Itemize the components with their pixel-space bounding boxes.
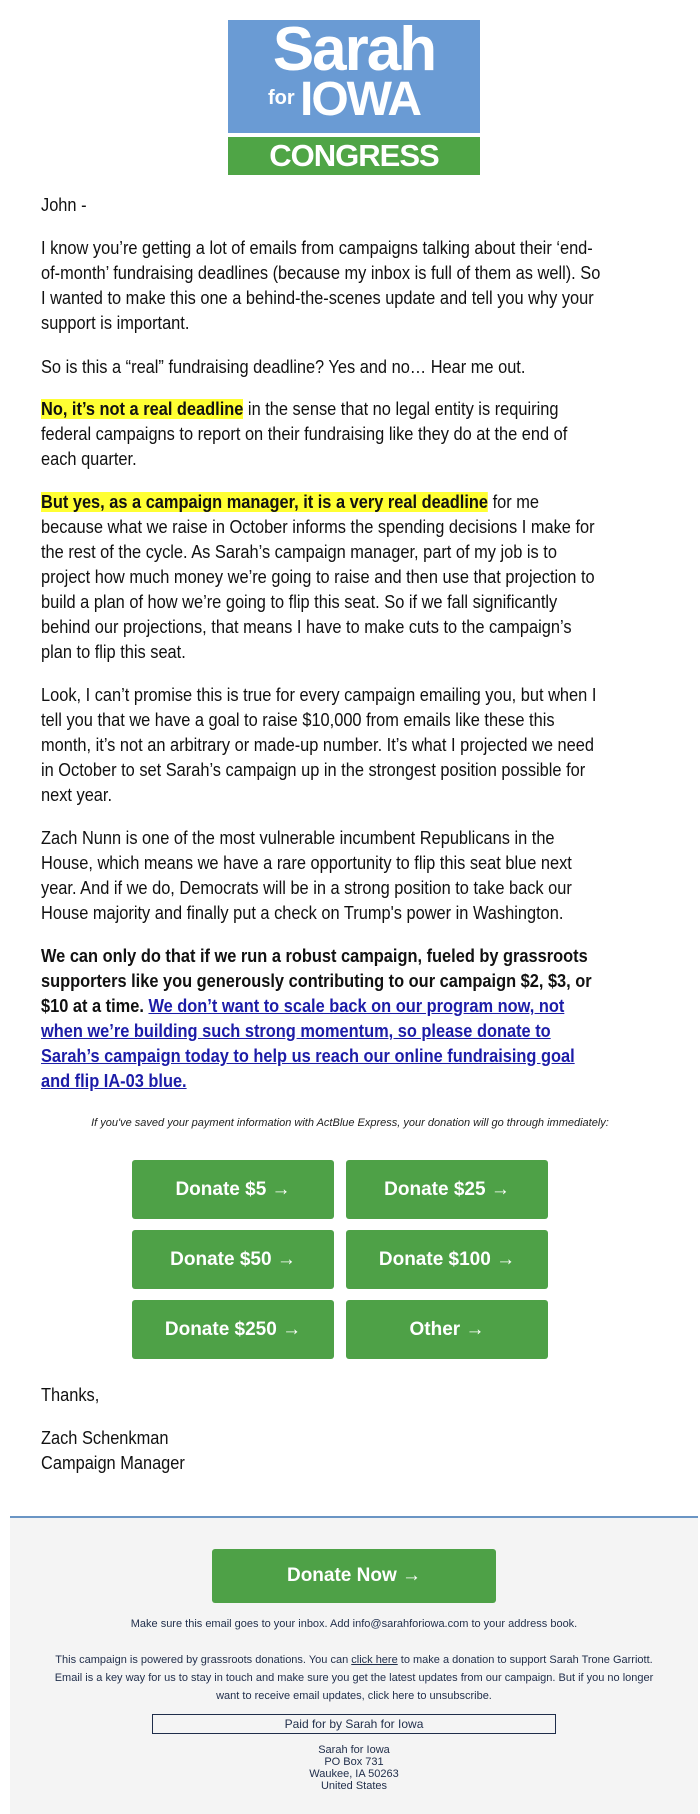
- logo-blue-panel: [228, 15, 480, 133]
- email-line: Email is a key way for us to stay in touch and make sure you get the latest updates from our campaign. But if you no longer: [54, 1672, 654, 1684]
- paragraph-7: [41, 944, 592, 1094]
- text-line: I know you’re getting a lot of emails from campaigns talking about their ‘end-: [41, 238, 593, 258]
- text-line: project how much money we’re going to raise and then use that projection to: [41, 567, 595, 587]
- text-line: Zach Nunn is one of the most vulnerable incumbent Republicans in the: [41, 828, 555, 848]
- highlighted-text: But yes, as a campaign manager, it is a very real deadline: [41, 492, 489, 512]
- actblue-note: If you've saved your payment information with ActBlue Express, your donation will go through immediately:: [91, 1117, 609, 1129]
- signature-name: Zach Schenkman: [41, 1428, 169, 1448]
- text-line: So is this a “real” fundraising deadline? Yes and no… Hear me out.: [41, 357, 526, 377]
- highlighted-text: No, it’s not a real deadline: [41, 399, 244, 419]
- text-line: House, which means we have a rare opportunity to flip this seat blue next: [41, 853, 572, 873]
- text-line: of-month’ fundraising deadlines (because my inbox is full of them as well). So: [41, 263, 601, 283]
- signoff: Thanks,: [41, 1385, 100, 1405]
- address-line: PO Box 731: [324, 1756, 384, 1768]
- text-line: federal campaigns to report on their fundraising like they do at the end of: [41, 424, 568, 444]
- donate-5-button[interactable]: Donate $5 →: [132, 1160, 334, 1219]
- email-footer: [10, 1516, 698, 1814]
- greeting: John -: [41, 195, 87, 215]
- paragraph-4: [41, 490, 595, 665]
- signature: [41, 1426, 185, 1476]
- paragraph-1: [41, 236, 600, 336]
- text-line: next year.: [41, 785, 113, 805]
- text-line: Look, I can’t promise this is true for every campaign emailing you, but when I: [41, 685, 597, 705]
- donate-link[interactable]: Sarah’s campaign today to help us reach our online fundraising goal: [41, 1046, 575, 1066]
- campaign-logo: [228, 15, 480, 175]
- paid-for-box: Paid for by Sarah for Iowa: [152, 1714, 556, 1734]
- logo-for: for: [268, 87, 295, 109]
- paragraph-5: [41, 683, 596, 808]
- paragraph-3: [41, 397, 567, 472]
- inbox-notice: Make sure this email goes to your inbox. Add info@sarahforiowa.com to your address book.: [130, 1618, 578, 1630]
- text-line: [41, 490, 595, 515]
- text-line: the rest of the cycle. As Sarah’s campaign manager, part of my job is to: [41, 542, 557, 562]
- address-line: United States: [320, 1780, 388, 1792]
- text-line: because what we raise in October informs the spending decisions I make for: [41, 517, 595, 537]
- logo-congress-band: CONGRESS: [228, 137, 480, 175]
- address-line: Waukee, IA 50263: [309, 1768, 399, 1780]
- unsubscribe-link[interactable]: want to receive email updates, click here to unsubscribe.: [216, 1690, 492, 1702]
- donate-link[interactable]: We don’t want to scale back on our program now, not: [148, 996, 565, 1016]
- donate-other-button[interactable]: Other →: [346, 1300, 548, 1359]
- text-line: [41, 994, 592, 1019]
- donate-50-button[interactable]: Donate $50 →: [132, 1230, 334, 1289]
- text-line: supporters like you generously contributing to our campaign $2, $3, or: [41, 971, 592, 991]
- text-segment: This campaign is powered by grassroots donations. You can: [55, 1654, 352, 1666]
- mailing-address: [10, 1744, 698, 1792]
- text-line: We can only do that if we run a robust campaign, fueled by grassroots: [41, 946, 588, 966]
- text-line: plan to flip this seat.: [41, 642, 186, 662]
- paragraph-6: [41, 826, 572, 926]
- text-segment: $10 at a time.: [41, 996, 149, 1016]
- text-line: month, it’s not an arbitrary or made-up number. It’s what I projected we need: [41, 735, 594, 755]
- click-here-link[interactable]: click here: [351, 1654, 398, 1666]
- text-line: House majority and finally put a check on Trump's power in Washington.: [41, 903, 564, 923]
- donate-25-button[interactable]: Donate $25 →: [346, 1160, 548, 1219]
- text-segment: for me: [488, 492, 539, 512]
- text-line: each quarter.: [41, 449, 137, 469]
- logo-sarah: Sarah: [272, 15, 436, 84]
- paragraph-2: [41, 355, 525, 380]
- text-line: support is important.: [41, 313, 190, 333]
- donate-now-button[interactable]: Donate Now →: [212, 1549, 496, 1603]
- text-line: tell you that we have a goal to raise $10,000 from emails like these this: [41, 710, 555, 730]
- address-line: Sarah for Iowa: [318, 1744, 390, 1756]
- signature-title: Campaign Manager: [41, 1453, 185, 1473]
- text-line: I wanted to make this one a behind-the-scenes update and tell you why your: [41, 288, 594, 308]
- donate-250-button[interactable]: Donate $250 →: [132, 1300, 334, 1359]
- donate-link[interactable]: when we’re building such strong momentum, so please donate to: [41, 1021, 551, 1041]
- text-line: year. And if we do, Democrats will be in a strong position to take back our: [41, 878, 572, 898]
- logo-iowa: IOWA: [300, 73, 420, 126]
- donate-100-button[interactable]: Donate $100 →: [346, 1230, 548, 1289]
- text-line: [41, 397, 567, 422]
- text-line: build a plan of how we’re going to flip this seat. So if we fall significantly: [41, 592, 558, 612]
- powered-line: [10, 1651, 698, 1669]
- text-line: in October to set Sarah’s campaign up in the strongest position possible for: [41, 760, 586, 780]
- text-segment: to make a donation to support Sarah Trone Garriott.: [397, 1654, 653, 1666]
- donate-link[interactable]: and flip IA-03 blue.: [41, 1071, 187, 1091]
- text-line: behind our projections, that means I have to make cuts to the campaign’s: [41, 617, 572, 637]
- text-segment: in the sense that no legal entity is requiring: [243, 399, 559, 419]
